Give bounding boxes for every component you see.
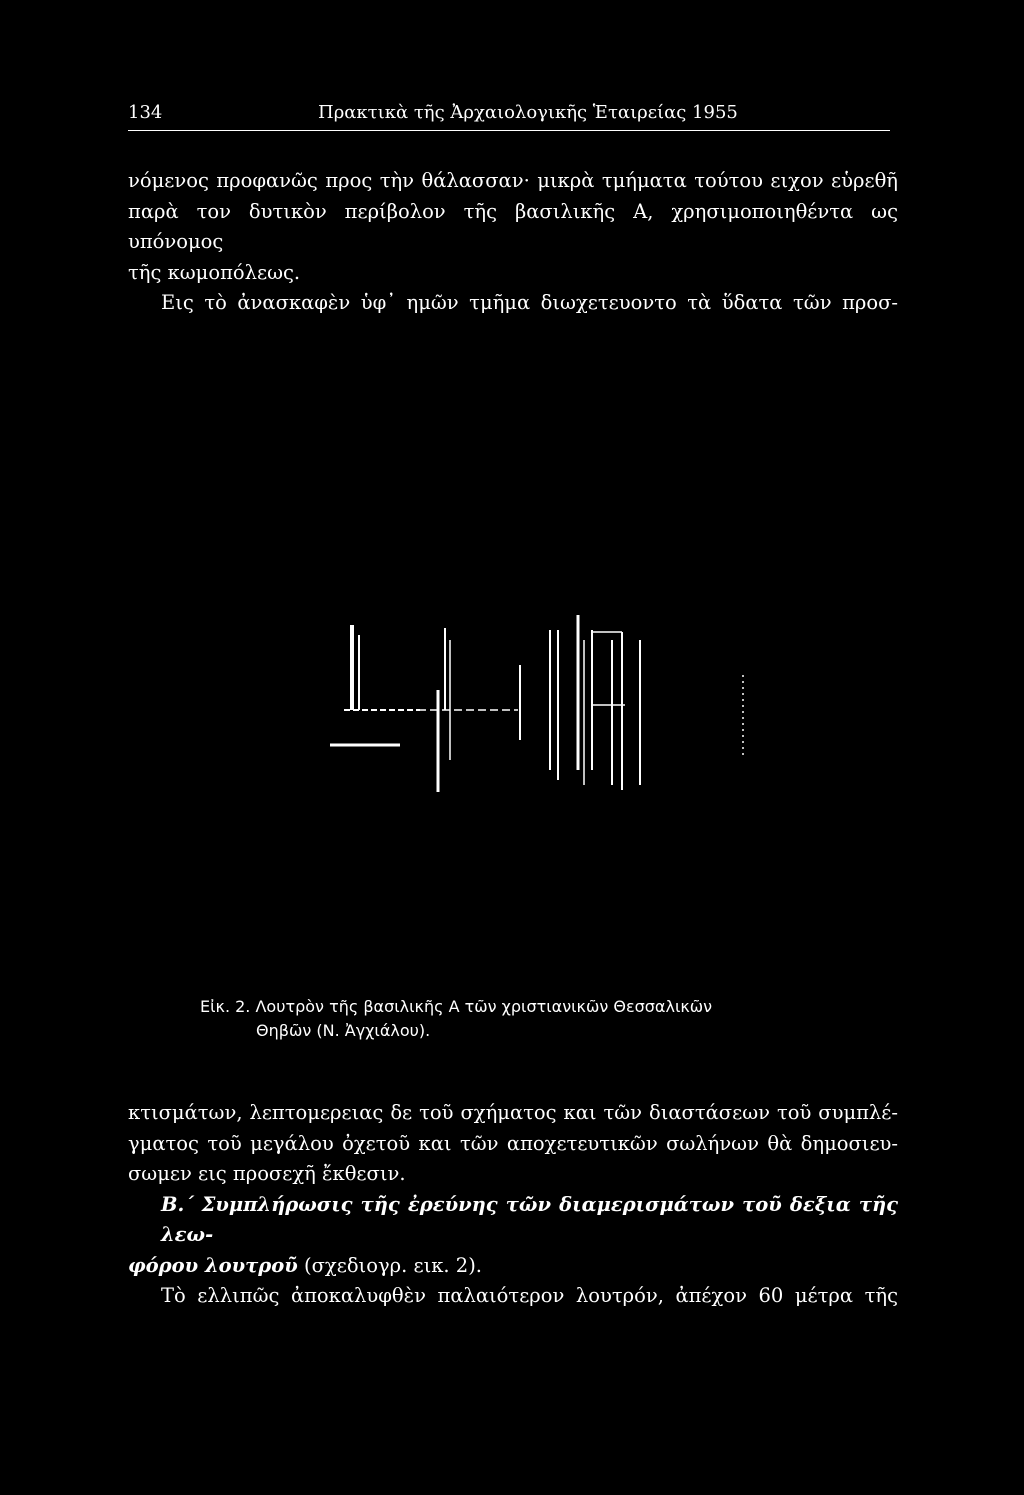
section-title: Συμπλήρωσις τῆς ἐρεύνης τῶν διαμερισμάτων τοῦ δεξια τῆς λεω- xyxy=(161,1192,898,1246)
text-line: γματος τοῦ μεγάλου ὀχετοῦ και τῶν αποχετευτικῶν σωλήνων θὰ δημοσιευ- xyxy=(128,1131,898,1155)
text-line: Τὸ ελλιπῶς ἀποκαλυφθὲν παλαιότερον λουτρόν, ἀπέχον 60 μέτρα τῆς xyxy=(161,1284,898,1307)
figure-caption xyxy=(200,995,840,1043)
section-heading-line xyxy=(128,1251,898,1282)
bottom-paragraph xyxy=(128,1098,898,1312)
text-line: Εις τὸ ἀνασκαφὲν ὑφ᾿ ημῶν τμῆμα διωχετευοντο τὰ ὕδατα τῶν προσ- xyxy=(161,291,898,314)
section-heading-line xyxy=(128,1190,898,1251)
top-paragraph xyxy=(128,166,898,319)
plan-drawing xyxy=(300,610,760,800)
text-line: σωμεν εις προσεχῆ ἔκθεσιν. xyxy=(128,1162,406,1185)
text-line: τῆς κωμοπόλεως. xyxy=(128,260,301,284)
text-line: κτισμάτων, λεπτομερειας δε τοῦ σχήματος και τῶν διαστάσεων τοῦ συμπλέ- xyxy=(128,1101,898,1124)
section-reference: (σχεδιογρ. εικ. 2). xyxy=(303,1253,483,1277)
caption-line: Εἰκ. 2. Λουτρὸν τῆς βασιλικῆς Α τῶν χριστιανικῶν Θεσσαλικῶν xyxy=(200,997,713,1016)
text-line: παρὰ τον δυτικὸν περίβολον τῆς βασιλικῆς Α, χρησιμοποιηθέντα ως υπόνομος xyxy=(128,199,898,253)
text-line: νόμενος προφανῶς προς τὴν θάλασσαν· μικρὰ τμήματα τούτου ειχον εὑρεθῆ xyxy=(128,169,898,192)
section-title-end: φόρου λουτροῦ xyxy=(128,1253,298,1277)
caption-line: Θηβῶν (Ν. Ἀγχιάλου). xyxy=(256,1021,431,1040)
running-head: Πρακτικὰ τῆς Ἀρχαιολογικῆς Ἑταιρείας 1955 xyxy=(318,102,738,123)
bath-plan-sketch xyxy=(300,610,760,800)
section-label: Β.΄ xyxy=(161,1192,195,1216)
page-number: 134 xyxy=(128,102,163,123)
page-header xyxy=(128,96,890,131)
